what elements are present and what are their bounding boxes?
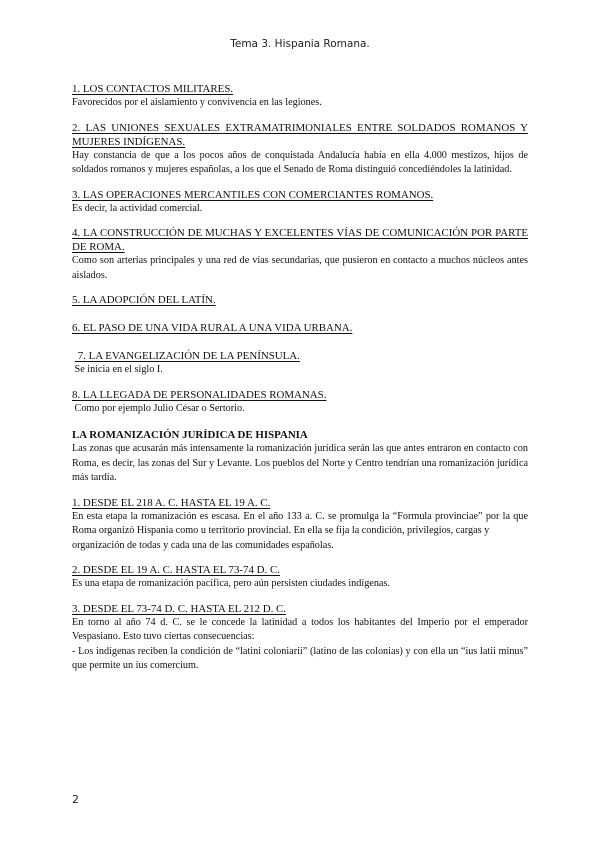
- page-number: 2: [72, 793, 79, 806]
- period-body: - Los indígenas reciben la condición de “latini coloniarii” (latino de las colonias) y con ella un “ius latii minus” que permite un ius comercium.: [72, 645, 528, 671]
- section-7: [72, 349, 528, 378]
- period-heading: 1. DESDE EL 218 A. C. HASTA EL 19 A. C.: [72, 496, 271, 509]
- section-heading: 6. EL PASO DE UNA VIDA RURAL A UNA VIDA URBANA.: [72, 322, 353, 334]
- period-body: En torno al año 74 d. C. se le concede la latinidad a todos los habitantes del Imperio por el emperador Vespasiano. Esto tuvo ciertas consecuencias:: [72, 616, 528, 642]
- page-content: [72, 82, 528, 684]
- section-body: Hay constancia de que a los pocos años de conquistada Andalucía había en ella 4.000 mestizos, hijos de soldados romanos y mujeres españolas, a los que el Senado de Roma distinguió concediéndoles la latinidad.: [72, 149, 528, 175]
- section-4: [72, 226, 528, 283]
- section-3: [72, 188, 528, 217]
- page-header: Tema 3. Hispania Romana.: [230, 38, 370, 50]
- romanizacion-intro: Las zonas que acusarán más intensamente la romanización jurídica serán las que antes entraron en contacto con Roma, es decir, las zonas del Sur y Levante. Los pueblos del Norte y Centro tendrían una romanización jurídica más tardía.: [72, 443, 528, 483]
- section-body: Como por ejemplo Julio César o Sertorio.: [72, 402, 245, 414]
- period-heading: 3. DESDE EL 73-74 D. C. HASTA EL 212 D. C.: [72, 602, 287, 615]
- section-8: [72, 388, 528, 417]
- period-body: organización de todas y cada una de las comunidades españolas.: [72, 539, 334, 551]
- section-2: [72, 121, 528, 178]
- section-1: [72, 82, 528, 111]
- romanizacion-section: [72, 428, 528, 486]
- section-body: Es decir, la actividad comercial.: [72, 202, 203, 214]
- section-heading: 7. LA EVANGELIZACIÓN DE LA PENÍNSULA.: [75, 350, 300, 362]
- section-heading: 5. LA ADOPCIÓN DEL LATÍN.: [72, 294, 216, 306]
- section-heading: 1. LOS CONTACTOS MILITARES.: [72, 83, 234, 95]
- section-body: Como son arterias principales y una red de vías secundarias, que pusieron en contacto a muchos núcleos antes aislados.: [72, 255, 528, 281]
- period-body: Es una etapa de romanización pacífica, pero aún persisten ciudades indígenas.: [72, 578, 390, 589]
- section-body: Se inicia en el siglo I.: [72, 364, 163, 375]
- period-1: [72, 496, 528, 554]
- section-heading: 4. LA CONSTRUCCIÓN DE MUCHAS Y EXCELENTES VÍAS DE COMUNICACIÓN POR PARTE DE ROMA.: [72, 227, 528, 253]
- period-2: [72, 563, 528, 592]
- period-heading: 2. DESDE EL 19 A. C. HASTA EL 73-74 D. C.: [72, 564, 280, 576]
- section-heading: 3. LAS OPERACIONES MERCANTILES CON COMERCIANTES ROMANOS.: [72, 188, 434, 201]
- period-3: [72, 602, 528, 674]
- section-body: Favorecidos por el aislamiento y convivencia en las legiones.: [72, 97, 322, 108]
- romanizacion-title: LA ROMANIZACIÓN JURÍDICA DE HISPANIA: [72, 429, 308, 441]
- section-heading: 8. LA LLEGADA DE PERSONALIDADES ROMANAS.: [72, 388, 327, 401]
- section-heading: 2. LAS UNIONES SEXUALES EXTRAMATRIMONIALES ENTRE SOLDADOS ROMANOS Y MUJERES INDÍGENAS.: [72, 121, 528, 148]
- section-5: [72, 293, 528, 307]
- period-body: En esta etapa la romanización es escasa. En el año 133 a. C. se promulga la “Formula provinciae” por la que Roma organizó Hispania como u territorio provincial. En ella se fija la condición, privilegios, cargas y: [72, 510, 528, 536]
- section-6: [72, 321, 528, 335]
